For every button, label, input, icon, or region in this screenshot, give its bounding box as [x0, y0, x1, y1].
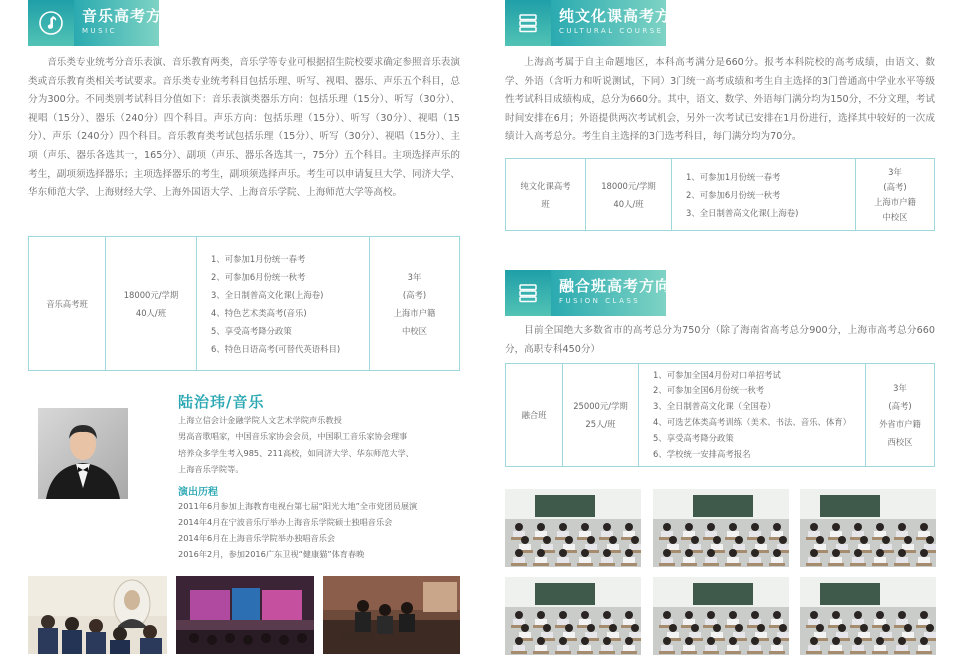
fusion-title: 融合班高考方向: [559, 277, 672, 295]
cultural-hukou: 上海市户籍: [874, 196, 916, 207]
music-feature-item: 1、可参加1月份统一春考: [211, 253, 306, 264]
fusion-title-en: FUSION CLASS: [559, 297, 641, 305]
classroom-photo: [653, 577, 789, 655]
fusion-campus: 西校区: [887, 437, 913, 447]
music-duration-note: (高考): [402, 289, 427, 300]
music-photo-performance: [323, 576, 460, 654]
music-fee: 18000元/学期: [123, 289, 179, 300]
performance-heading: 演出历程: [178, 487, 218, 498]
fusion-feature-item: 3、全日制普高文化课（全国卷）: [653, 401, 776, 412]
performance-item: 2011年6月参加上海教育电视台第七届“阳光大地”全市党团员展演: [178, 501, 418, 511]
cultural-size: 40人/班: [613, 198, 644, 209]
fusion-duration-note: (高考): [888, 401, 912, 411]
books-icon: [516, 281, 540, 305]
teacher-bio-line: 上海立信会计金融学院人文艺术学院声乐教授: [178, 415, 342, 425]
fusion-duration-cell: [866, 364, 935, 467]
fusion-fee-cell: [563, 364, 639, 467]
music-hukou: 上海市户籍: [393, 307, 436, 318]
music-fee-cell: [106, 237, 197, 371]
music-badge: [28, 0, 74, 46]
teacher-bio-line: 上海音乐学院等。: [178, 464, 244, 474]
fusion-feature-item: 1、可参加全国4月份对口单招考试: [653, 369, 781, 380]
cultural-fee-cell: [586, 159, 672, 231]
cultural-campus: 中校区: [882, 211, 908, 222]
cultural-title-box: [551, 0, 688, 46]
performance-item: 2014年6月在上海音乐学院举办独唱音乐会: [178, 533, 336, 543]
cultural-features-cell: [672, 159, 856, 231]
fusion-intro: 目前全国绝大多数省市的高考总分为750分（除了海南省高考总分900分，上海市高考总分660分，高职专科450分）: [505, 325, 935, 355]
music-title-en: MUSIC: [82, 27, 118, 35]
music-feature-item: 6、特色日语高考(可替代英语科目): [211, 343, 341, 354]
fusion-feature-item: 4、可选艺体类高考训练（美术、书法、音乐、体育）: [653, 417, 851, 427]
books-icon: [516, 11, 540, 35]
fusion-size: 25人/班: [585, 419, 616, 429]
cultural-title-en: CULTURAL COURSE: [559, 27, 664, 35]
music-title: 音乐高考方向: [82, 7, 179, 25]
fusion-feature-item: 6、学校统一安排高考报名: [653, 448, 751, 459]
cultural-duration-cell: [856, 159, 935, 231]
music-campus: 中校区: [401, 325, 428, 336]
fusion-feature-item: 2、可参加全国6月份统一秋考: [653, 385, 765, 396]
fusion-hukou: 外省市户籍: [879, 419, 921, 429]
classroom-photo: [800, 577, 936, 655]
music-class-table: [28, 236, 460, 371]
music-duration: 3年: [407, 271, 422, 282]
music-feature-item: 3、全日制普高文化课(上海卷): [211, 289, 324, 300]
cultural-intro: 上海高考属于自主命题地区，本科高考满分是660分。报考本科院校的高考成绩，由语文、数学、外语（含听力和听说测试，下同）3门统一高考成绩和考生自主选择的3门普通高中学业水平等级性考试科目成绩构成，总分为660分。其中，语文、数学、外语每门满分均为150分，不分文理，考试时间安排在6月；外语提供两次考试机会，另外一次考试已安排在1月份进行，选择其中较好的一次成绩计入高考总分。考生自主选择的3门选考科目，每门满分均为70分。: [505, 57, 935, 143]
performance-item: 2016年2月，参加2016广东卫视“健康猫”体育春晚: [178, 549, 365, 559]
fusion-class-name: 融合班: [506, 364, 563, 467]
music-duration-cell: [370, 237, 460, 371]
performance-item: 2014年4月在宁波音乐厅举办上海音乐学院硕士独唱音乐会: [178, 517, 393, 527]
cultural-duration: 3年: [888, 166, 902, 177]
classroom-photo: [505, 489, 641, 567]
cultural-feature-item: 3、全日制普高文化课(上海卷): [686, 207, 799, 218]
music-size: 40人/班: [135, 307, 167, 318]
classroom-photo: [653, 489, 789, 567]
fusion-section-header: [505, 270, 672, 316]
cultural-fee: 18000元/学期: [601, 180, 656, 191]
cultural-title: 纯文化课高考方向: [559, 7, 688, 25]
cultural-class-name: 纯文化课高考班: [520, 180, 571, 209]
classroom-photo: [505, 577, 641, 655]
music-feature-item: 2、可参加6月份统一秋考: [211, 271, 306, 282]
music-photo-students: [28, 576, 167, 654]
cultural-feature-item: 2、可参加6月份统一秋考: [686, 189, 781, 200]
teacher-name: 陆治玮/音乐: [178, 393, 265, 411]
fusion-badge: [505, 270, 551, 316]
cultural-duration-note: (高考): [883, 181, 907, 192]
music-section-header: [28, 0, 179, 46]
fusion-fee: 25000元/学期: [573, 401, 628, 411]
music-class-name: 音乐高考班: [29, 237, 106, 371]
teacher-bio-line: 男高音歌唱家，中国音乐家协会会员，中国职工音乐家协会理事: [178, 431, 408, 441]
fusion-duration: 3年: [893, 383, 907, 393]
music-feature-item: 4、特色艺术类高考(音乐): [211, 307, 307, 318]
music-feature-item: 5、享受高考降分政策: [211, 325, 292, 336]
fusion-title-box: [551, 270, 672, 316]
cultural-class-name-cell: [506, 159, 586, 231]
classroom-photo: [800, 489, 936, 567]
cultural-feature-item: 1、可参加1月份统一春考: [686, 171, 781, 182]
teacher-bio-line: 培养众多学生考入985、211高校，如同济大学、华东师范大学、: [178, 448, 414, 458]
cultural-section-header: [505, 0, 688, 46]
music-title-box: [74, 0, 179, 46]
music-note-icon: [38, 10, 64, 36]
fusion-class-table: [505, 363, 935, 467]
teacher-portrait: [38, 408, 128, 499]
cultural-badge: [505, 0, 551, 46]
music-features-cell: [197, 237, 370, 371]
music-photo-concert: [176, 576, 314, 654]
fusion-features-cell: [639, 364, 866, 467]
cultural-class-table: [505, 158, 935, 231]
music-intro: 音乐类专业统考分音乐表演、音乐教育两类，音乐学等专业可根据招生院校要求确定参照音乐表演类或音乐教育类相关考试要求。音乐类专业统考科目包括乐理、听写、视唱、器乐、声乐五个科目，总分为300分。不同类别考试科目分值如下：音乐表演类器乐方向：包括乐理（15分）、听写（30分）、视唱（15分）、器乐（240分）四个科目。声乐方向：包括乐理（15分）、听写（30分）、视唱（15分）、声乐（240分）四个科目。音乐教育类考试包括乐理（15分）、听写（30分）、视唱（15分）、主项（声乐、器乐各选其一，165分）、副项（声乐、器乐各选其一，75分）五个科目。主项选择声乐的考生，副项须选择器乐；主项选择器乐的考生，副项须选择声乐。考生可以申请复旦大学、同济大学、华东师范大学、上海财经大学、上海外国语大学、上海音乐学院、上海师范大学等高校。: [28, 57, 460, 199]
fusion-feature-item: 5、享受高考降分政策: [653, 432, 734, 443]
